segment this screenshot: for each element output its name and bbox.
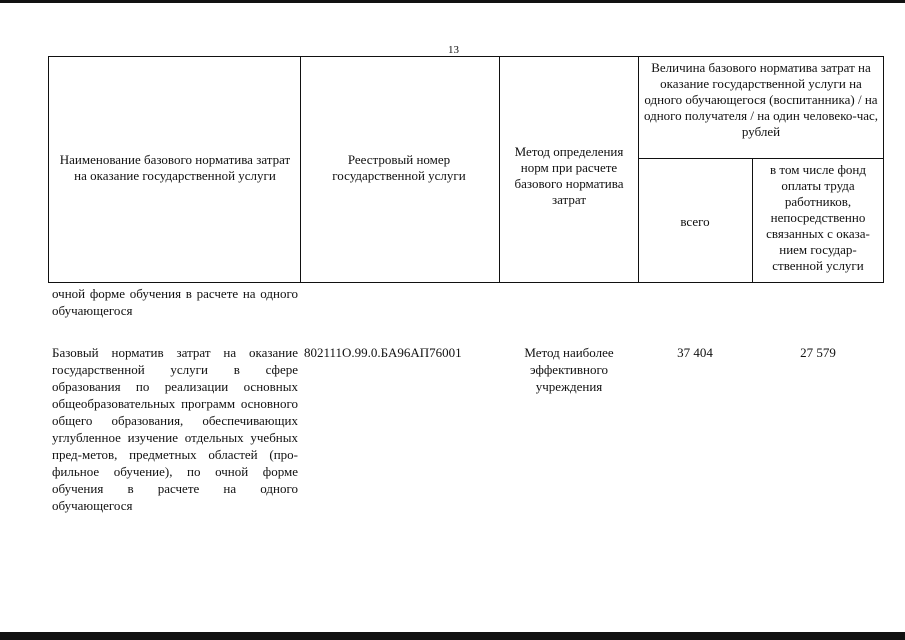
table-right-line [883, 56, 884, 283]
table-top-line [48, 56, 884, 57]
header-value: Величина базового норматива затрат на оказание государственной услуги на одного обучающегося (воспитанника) / на одного получателя / на один человеко-час, рублей [643, 60, 879, 139]
row-method: Метод наиболее эффективного учреждения [524, 345, 614, 394]
header-registry: Реестровый номер государственной услуги [332, 152, 466, 183]
bottom-border [0, 632, 905, 640]
header-method: Метод определения норм при расчете базового норматива затрат [514, 144, 624, 207]
row-registry: 802111О.99.0.БА96АП76001 [304, 345, 462, 360]
header-total: всего [680, 214, 710, 229]
page-number: 13 [448, 44, 459, 56]
row-name: Базовый норматив затрат на оказание государственной услуги в сфере образования по реализации основных общеобразовательных программ основного общего образования, обеспечивающих углубленное изучение отдельных учебных пред-метов, предметных областей (про-фильное обучение), по очной форме обучения в расчете на одного обучающегося [52, 345, 298, 513]
subheader-line [638, 158, 884, 159]
top-border [0, 0, 905, 3]
col-divider-3 [638, 56, 639, 283]
header-name: Наименование базового норматива затрат на оказание государственной услуги [59, 152, 291, 183]
row-payroll: 27 579 [800, 345, 836, 360]
header-payroll: в том числе фонд оплаты труда работников, непосредственно связанных с оказа-нием государ-ственной услуги [766, 162, 870, 273]
table-bottom-line [48, 282, 884, 283]
row-total: 37 404 [677, 345, 713, 360]
continuation-text: очной форме обучения в расчете на одного обучающегося [52, 286, 298, 318]
col-divider-1 [300, 56, 301, 283]
col-divider-4 [752, 158, 753, 283]
table-left-line [48, 56, 49, 283]
col-divider-2 [499, 56, 500, 283]
